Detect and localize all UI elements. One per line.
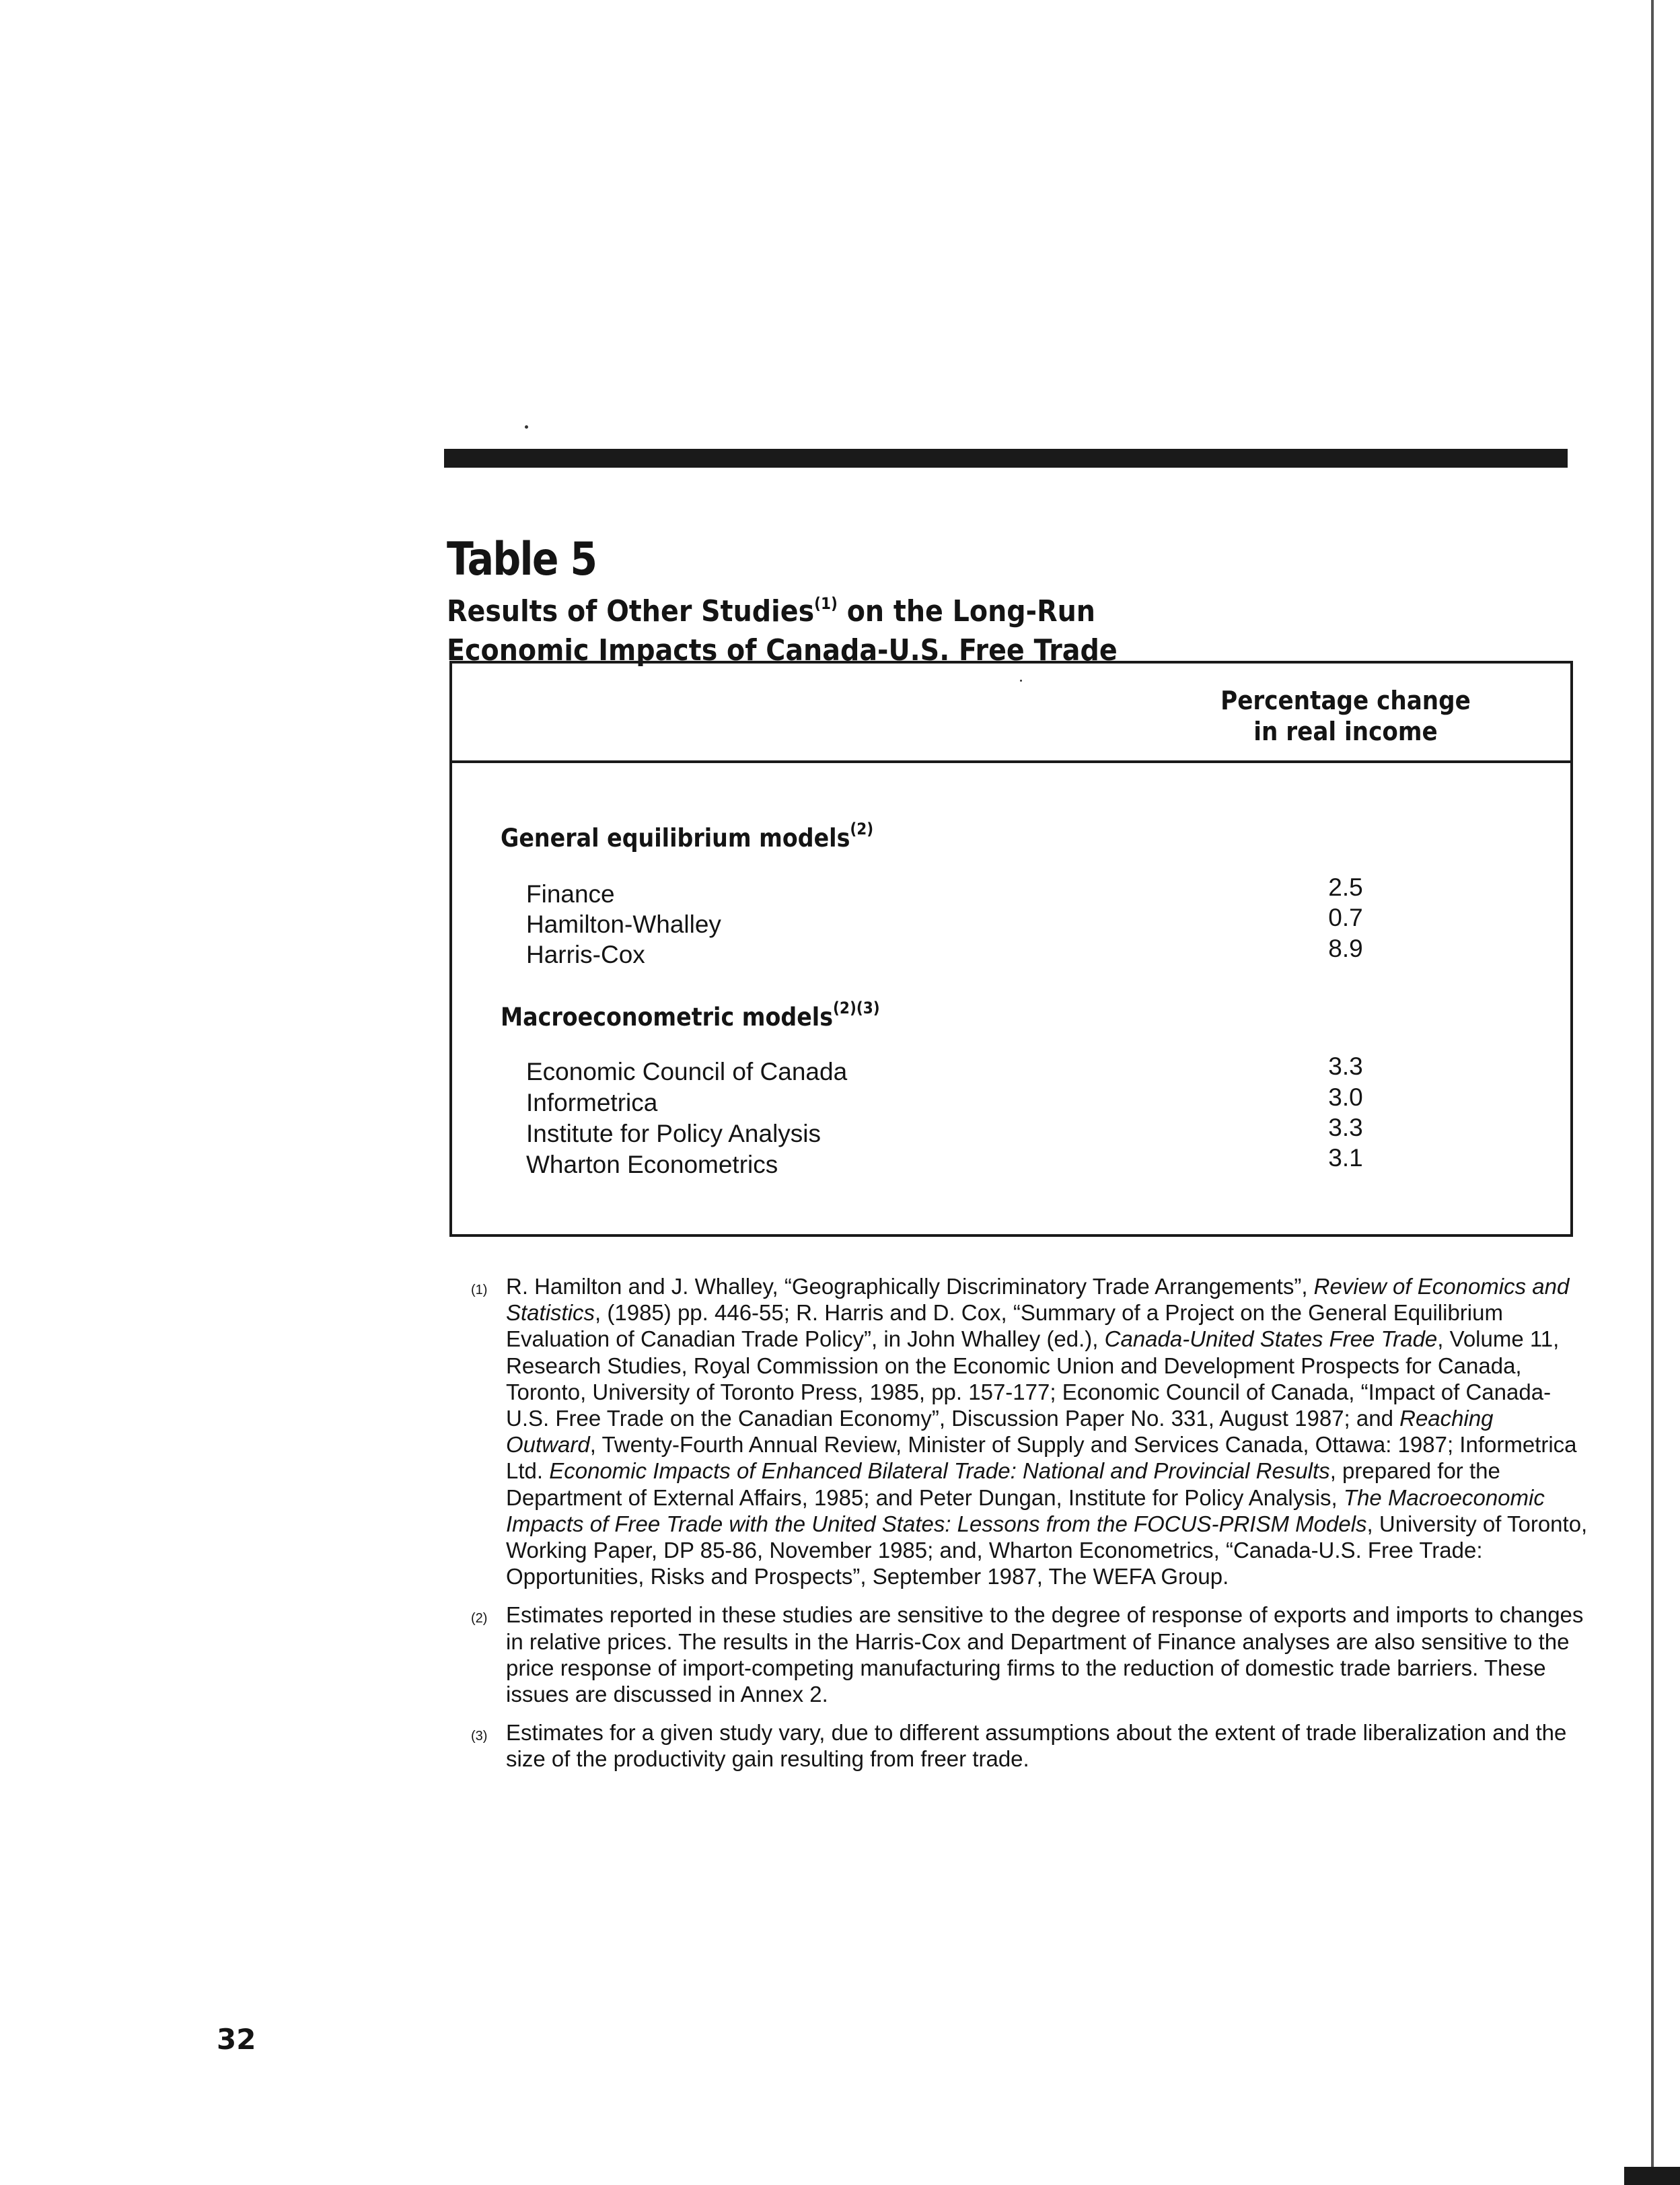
table-row-label: Harris-Cox [526, 941, 645, 968]
page-edge [1651, 0, 1654, 2185]
table-row-value: 3.3 [1328, 1114, 1363, 1141]
table-row-label: Wharton Econometrics [526, 1151, 778, 1178]
table-row-value: 0.7 [1328, 904, 1363, 931]
footnote-segment: Estimates for a given study vary, due to different assumptions about the extent of trade liberalization and the size of the productivity gain resulting from freer trade. [506, 1720, 1567, 1772]
table-row-label: Finance [526, 880, 615, 908]
column-header-line2: in real income [1253, 717, 1438, 746]
footnote-1 [471, 1273, 1588, 1589]
dust-speck [525, 425, 528, 429]
footnote-text [506, 1602, 1588, 1707]
group-heading-text: General equilibrium models [501, 824, 850, 853]
table-row-value: 8.9 [1328, 935, 1363, 962]
footnote-mark: (1) [471, 1283, 488, 1297]
footnote-segment: , University of Toronto, Working Paper, DP 85-86, November 1985; and, Wharton Econometrics, “Canada-U.S. Free Trade: Opportunities, Risks and Prospects”, September 1987, The WEFA Group. [506, 1511, 1588, 1589]
footnote-segment: , Volume 11, Research Studies, Royal Commission on the Economic Union and Development Prospects for Canada, Toronto, University of Toronto Press, 1985, pp. 157-177; Economic Council of Canada, “Impact of Canada-U.S. Free Trade on the Canadian Economy”, Discussion Paper No. 331, August 1987; and [506, 1326, 1560, 1431]
footnote-italic-title: Canada-United States Free Trade [1104, 1326, 1438, 1352]
footnote-segment: R. Hamilton and J. Whalley, “Geographically Discriminatory Trade Arrangements”, [506, 1274, 1314, 1299]
footnote-italic-title: Reaching Outward [506, 1406, 1494, 1458]
table-row-value: 3.3 [1328, 1052, 1363, 1080]
table-title [447, 584, 1173, 670]
group-heading-note: (2)(3) [833, 999, 880, 1017]
footnote-italic-title: Economic Impacts of Enhanced Bilateral Trade: National and Provincial Results [549, 1458, 1330, 1484]
footnote-text [506, 1273, 1588, 1589]
footnote-segment: , prepared for the Department of External Affairs, 1985; and Peter Dungan, Institute for Policy Analysis, [506, 1458, 1500, 1510]
corner-mark [1624, 2167, 1680, 2185]
footnote-3 [471, 1719, 1588, 1772]
group-heading-general-equilibrium [501, 820, 873, 853]
footnote-italic-title: The Macroeconomic Impacts of Free Trade with the United States: Lessons from the FOCUS-PRISM Models [506, 1484, 1545, 1536]
table-row-label: Hamilton-Whalley [526, 910, 721, 938]
table-header-rule [449, 760, 1573, 763]
footnote-segment: , (1985) pp. 446-55; R. Harris and D. Cox, “Summary of a Project on the General Equilibrium Evaluation of Canadian Trade Policy”, in John Whalley (ed.), [506, 1300, 1503, 1352]
top-rule [444, 449, 1568, 468]
table-row-label: Informetrica [526, 1089, 658, 1116]
table-row-value: 3.1 [1328, 1144, 1363, 1172]
footnote-italic-title: Review of Economics and Statistics [506, 1274, 1570, 1326]
dust-speck [1020, 680, 1022, 682]
table-label: Table 5 [447, 533, 597, 586]
footnote-segment: , Twenty-Fourth Annual Review, Minister of Supply and Services Canada, Ottawa: 1987; Informetrica Ltd. [506, 1432, 1577, 1484]
table-row-value: 3.0 [1328, 1083, 1363, 1111]
group-heading-note: (2) [850, 820, 874, 838]
table-row-label: Economic Council of Canada [526, 1058, 848, 1085]
footnote-mark: (2) [471, 1611, 488, 1626]
column-header-line1: Percentage change [1220, 686, 1471, 715]
footnote-mark: (3) [471, 1729, 488, 1744]
footnotes [471, 1273, 1588, 1785]
table-title-part1: Results of Other Studies [447, 594, 815, 629]
table-row-value: 2.5 [1328, 873, 1363, 901]
group-heading-text: Macroeconometric models [501, 1003, 834, 1032]
footnote-2 [471, 1602, 1588, 1707]
table-title-note: (1) [814, 594, 838, 613]
table-row-label: Institute for Policy Analysis [526, 1120, 821, 1147]
footnote-segment: Estimates reported in these studies are sensitive to the degree of response of exports and imports to changes in relative prices. The results in the Harris-Cox and Department of Finance analyses are also sensitive to the price response of import-competing manufacturing firms to the reduction of domestic trade barriers. These issues are discussed in Annex 2. [506, 1602, 1584, 1707]
group-heading-macroeconometric [501, 999, 880, 1032]
footnote-text [506, 1719, 1588, 1772]
table-title-part2: on the Long-Run Economic Impacts of Canada-U.S. Free Trade [447, 594, 1118, 668]
column-header [1206, 685, 1485, 747]
page-number: 32 [217, 2023, 256, 2056]
